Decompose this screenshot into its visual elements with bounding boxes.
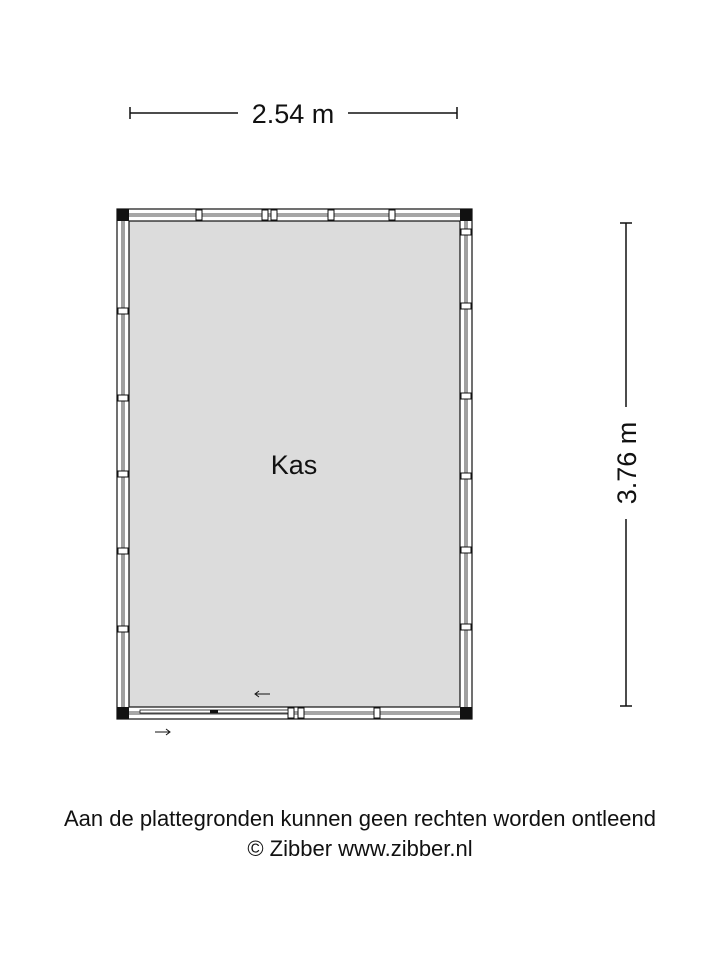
left-mullion (118, 471, 128, 477)
width-dimension-label: 2.54 m (251, 99, 335, 129)
greenhouse-room (117, 209, 472, 735)
room-label: Kas (270, 450, 318, 480)
corner-post-top-left (117, 209, 129, 221)
left-mullion (118, 626, 128, 632)
depth-dimension-label: 3.76 m (612, 421, 642, 505)
right-mullion (461, 473, 471, 479)
corner-post-bottom-left (117, 707, 129, 719)
top-mullion (262, 210, 268, 220)
left-mullion (118, 308, 128, 314)
right-mullion (461, 547, 471, 553)
depth-dimension (612, 223, 642, 706)
top-mullion (196, 210, 202, 220)
bottom-mullion (298, 708, 304, 718)
copyright-text: © Zibber www.zibber.nl (247, 836, 473, 861)
left-mullion (118, 548, 128, 554)
right-mullion (461, 303, 471, 309)
left-mullion (118, 395, 128, 401)
right-mullion (461, 393, 471, 399)
top-mullion (271, 210, 277, 220)
bottom-mullion (374, 708, 380, 718)
right-mullion (461, 229, 471, 235)
right-mullion (461, 624, 471, 630)
disclaimer-text: Aan de plattegronden kunnen geen rechten worden ontleend (63, 806, 657, 831)
top-mullion (389, 210, 395, 220)
sliding-door-handle (210, 710, 218, 713)
bottom-mullion (288, 708, 294, 718)
corner-post-top-right (460, 209, 472, 221)
width-dimension (130, 99, 457, 129)
corner-post-bottom-right (460, 707, 472, 719)
top-mullion (328, 210, 334, 220)
arrow-right-icon (155, 729, 170, 735)
